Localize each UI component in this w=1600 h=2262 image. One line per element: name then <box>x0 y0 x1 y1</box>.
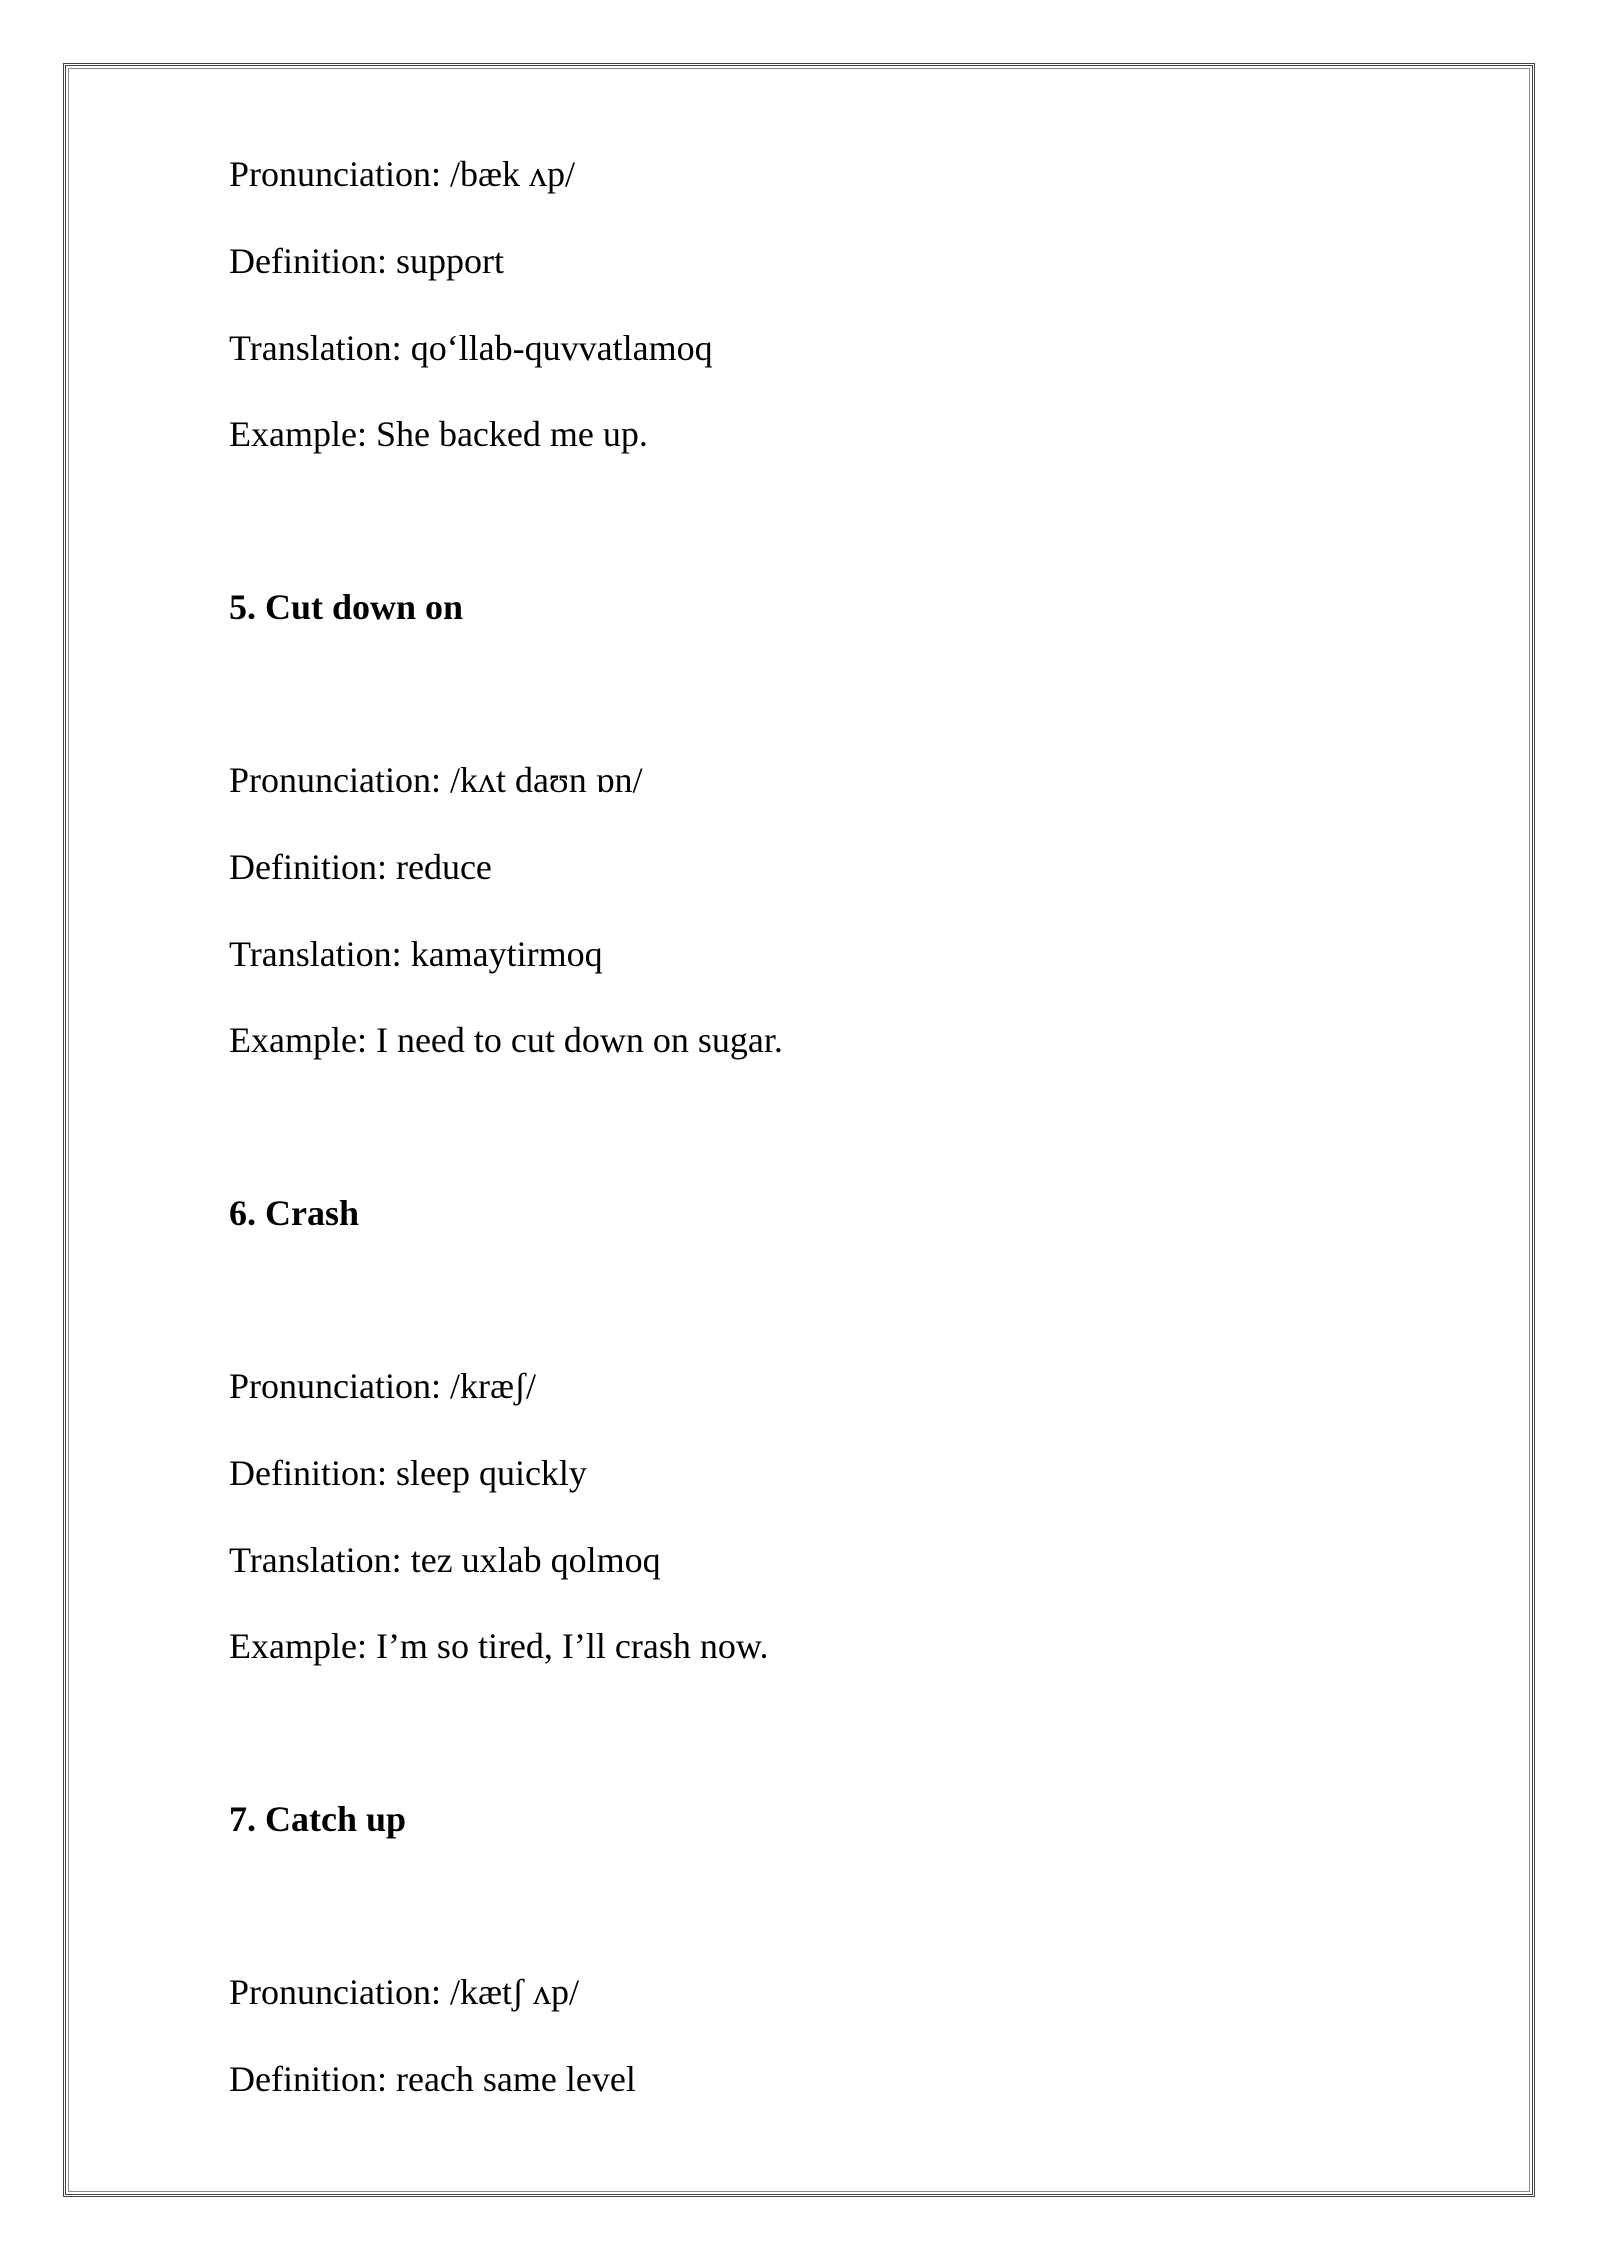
entry-heading-catch-up: 7. Catch up <box>229 1799 407 1839</box>
entry-heading-cut-down-on: 5. Cut down on <box>229 587 464 627</box>
top-example: Example: She backed me up. <box>229 414 648 454</box>
top-pronunciation: Pronunciation: /bæk ʌp/ <box>229 154 575 194</box>
entry-translation: Translation: kamaytirmoq <box>229 934 603 974</box>
entry-definition: Definition: sleep quickly <box>229 1453 587 1493</box>
top-definition: Definition: support <box>229 241 504 281</box>
entry-heading-crash: 6. Crash <box>229 1193 360 1233</box>
entry-pronunciation: Pronunciation: /kætʃ ʌp/ <box>229 1972 579 2012</box>
entry-translation: Translation: tez uxlab qolmoq <box>229 1540 661 1580</box>
page-border <box>63 63 1535 2197</box>
entry-definition: Definition: reach same level <box>229 2059 636 2099</box>
entry-pronunciation: Pronunciation: /kræʃ/ <box>229 1366 536 1406</box>
top-translation: Translation: qoʻllab-quvvatlamoq <box>229 328 713 368</box>
entry-example: Example: I need to cut down on sugar. <box>229 1020 783 1060</box>
entry-pronunciation: Pronunciation: /kʌt daʊn ɒn/ <box>229 760 643 800</box>
entry-definition: Definition: reduce <box>229 847 492 887</box>
entry-example: Example: I’m so tired, I’ll crash now. <box>229 1626 769 1666</box>
